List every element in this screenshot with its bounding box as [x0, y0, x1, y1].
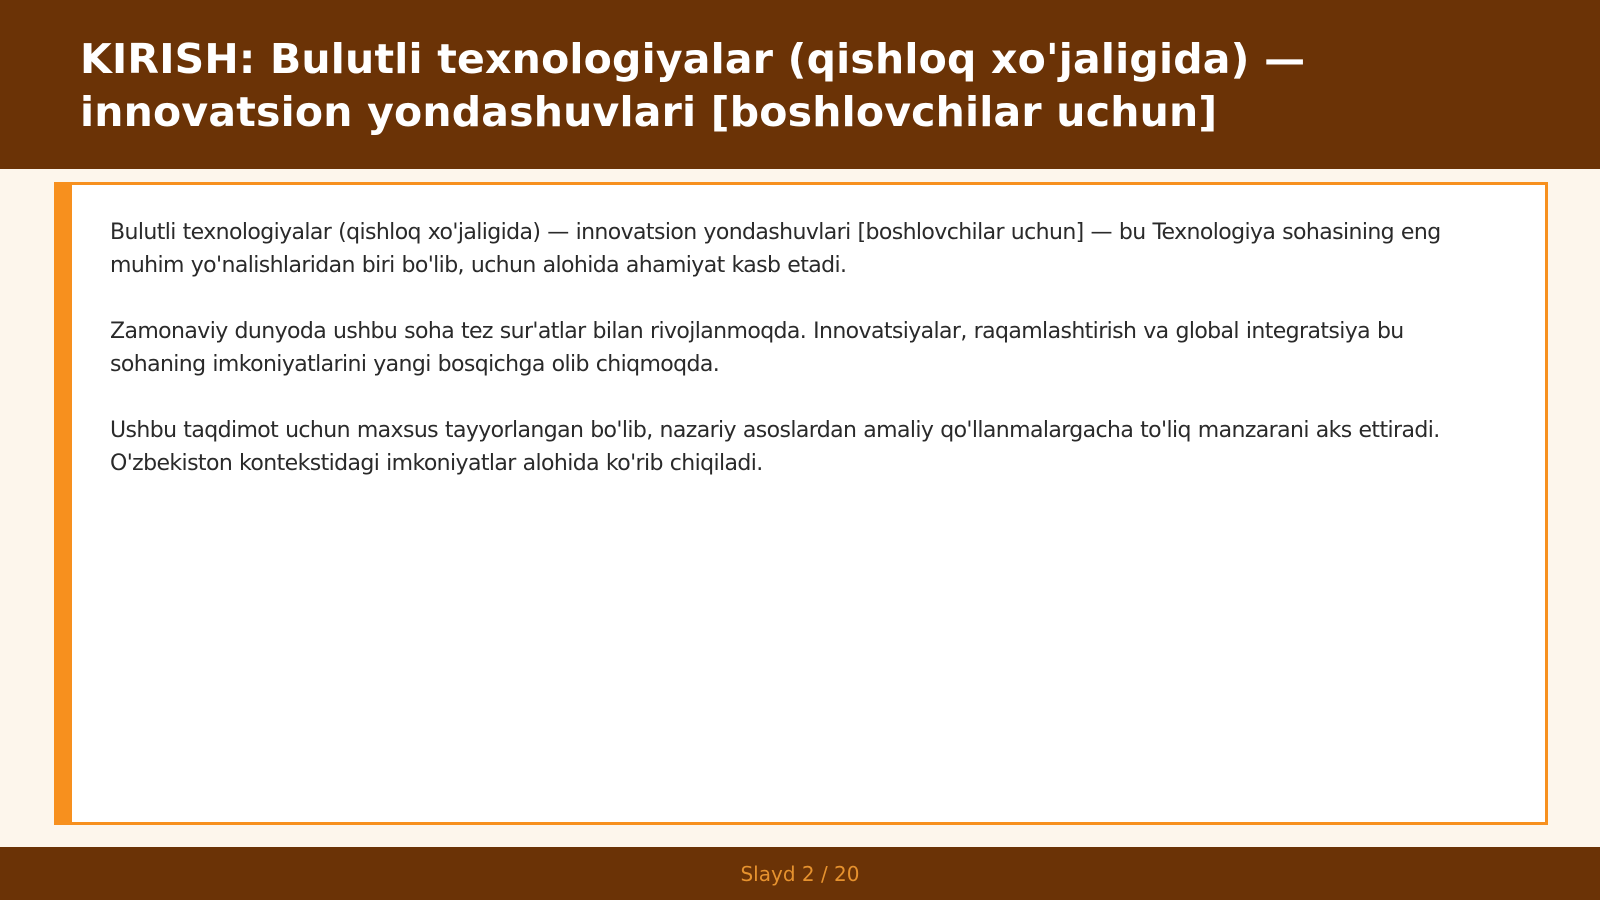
slide-title: KIRISH: Bulutli texnologiyalar (qishloq xo'jaligida) — innovatsion yondashuvlari [boshlovchilar uchun] [80, 35, 1306, 136]
slide-footer [0, 847, 1600, 900]
context-paragraph: Zamonaviy dunyoda ushbu soha tez sur'atlar bilan rivojlanmoqda. Innovatsiyalar, raqamlashtirish va global integratsiya bu sohaning imkoniyatlarini yangi bosqichga olib chiqmoqda. [110, 319, 1404, 377]
intro-paragraph: Bulutli texnologiyalar (qishloq xo'jaligida) — innovatsion yondashuvlari [boshlovchilar uchun] — bu Texnologiya sohasining eng muhim yo'nalishlaridan biri bo'lib, uchun alohida ahamiyat kasb etadi. [110, 220, 1441, 278]
summary-paragraph: Ushbu taqdimot uchun maxsus tayyorlangan bo'lib, nazariy asoslardan amaliy qo'llanmalargacha to'liq manzarani aks ettiradi. O'zbekiston kontekstidagi imkoniyatlar alohida ko'rib chiqiladi. [110, 418, 1440, 476]
slide-header [0, 0, 1600, 169]
content-card [54, 182, 1548, 825]
slide-counter: Slayd 2 / 20 [740, 861, 860, 886]
